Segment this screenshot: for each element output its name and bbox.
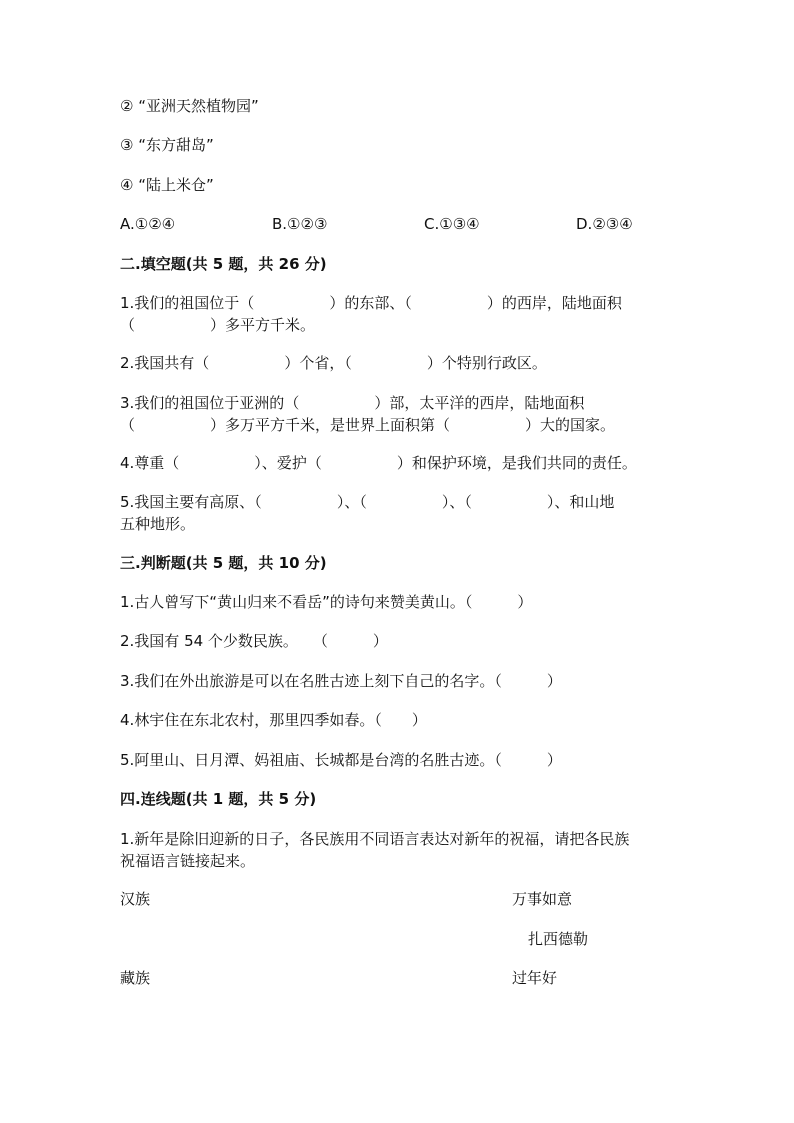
matching-right-item: 过年好 xyxy=(512,969,558,987)
mc-item-3: ③ “东方甜岛” xyxy=(120,136,214,154)
fill-q3-line2: （ ）多万平方千米，是世界上面积第（ ）大的国家。 xyxy=(120,416,616,434)
tf-q3: 3.我们在外出旅游是可以在名胜古迹上刻下自己的名字。（ ） xyxy=(120,672,562,690)
tf-q1: 1.古人曾写下“黄山归来不看岳”的诗句来赞美黄山。（ ） xyxy=(120,593,533,611)
fill-q4: 4.尊重（ ）、爱护（ ）和保护环境，是我们共同的责任。 xyxy=(120,454,637,472)
mc-option-c: C.①③④ xyxy=(424,215,480,233)
matching-right-item: 万事如意 xyxy=(512,890,573,908)
tf-q4: 4.林宇住在东北农村，那里四季如春。（ ） xyxy=(120,711,427,729)
matching-left-item: 藏族 xyxy=(120,969,151,987)
section-heading-true-false: 三.判断题(共 5 题，共 10 分) xyxy=(120,554,327,572)
matching-right-item: 扎西德勒 xyxy=(528,930,589,948)
fill-q2: 2.我国共有（ ）个省，（ ）个特别行政区。 xyxy=(120,354,547,372)
fill-q1-line2: （ ）多平方千米。 xyxy=(120,316,316,334)
tf-q5: 5.阿里山、日月潭、妈祖庙、长城都是台湾的名胜古迹。（ ） xyxy=(120,751,562,769)
section-heading-fill-blank: 二.填空题(共 5 题，共 26 分) xyxy=(120,255,327,273)
matching-left-item: 汉族 xyxy=(120,890,151,908)
section-heading-matching: 四.连线题(共 1 题，共 5 分) xyxy=(120,790,317,808)
mc-option-d: D.②③④ xyxy=(576,215,633,233)
mc-option-b: B.①②③ xyxy=(272,215,328,233)
fill-q1-line1: 1.我们的祖国位于（ ）的东部、（ ）的西岸，陆地面积 xyxy=(120,294,622,312)
matching-q1-line2: 祝福语言链接起来。 xyxy=(120,852,256,870)
matching-q1-line1: 1.新年是除旧迎新的日子，各民族用不同语言表达对新年的祝福，请把各民族 xyxy=(120,830,630,848)
tf-q2: 2.我国有 54 个少数民族。 （ ） xyxy=(120,632,388,650)
fill-q5-line2: 五种地形。 xyxy=(120,515,196,533)
mc-option-a: A.①②④ xyxy=(120,215,176,233)
fill-q3-line1: 3.我们的祖国位于亚洲的（ ）部，太平洋的西岸，陆地面积 xyxy=(120,394,585,412)
mc-item-2: ② “亚洲天然植物园” xyxy=(120,97,259,115)
mc-item-4: ④ “陆上米仓” xyxy=(120,176,214,194)
fill-q5-line1: 5.我国主要有高原、（ ）、（ ）、（ ）、和山地 xyxy=(120,493,615,511)
